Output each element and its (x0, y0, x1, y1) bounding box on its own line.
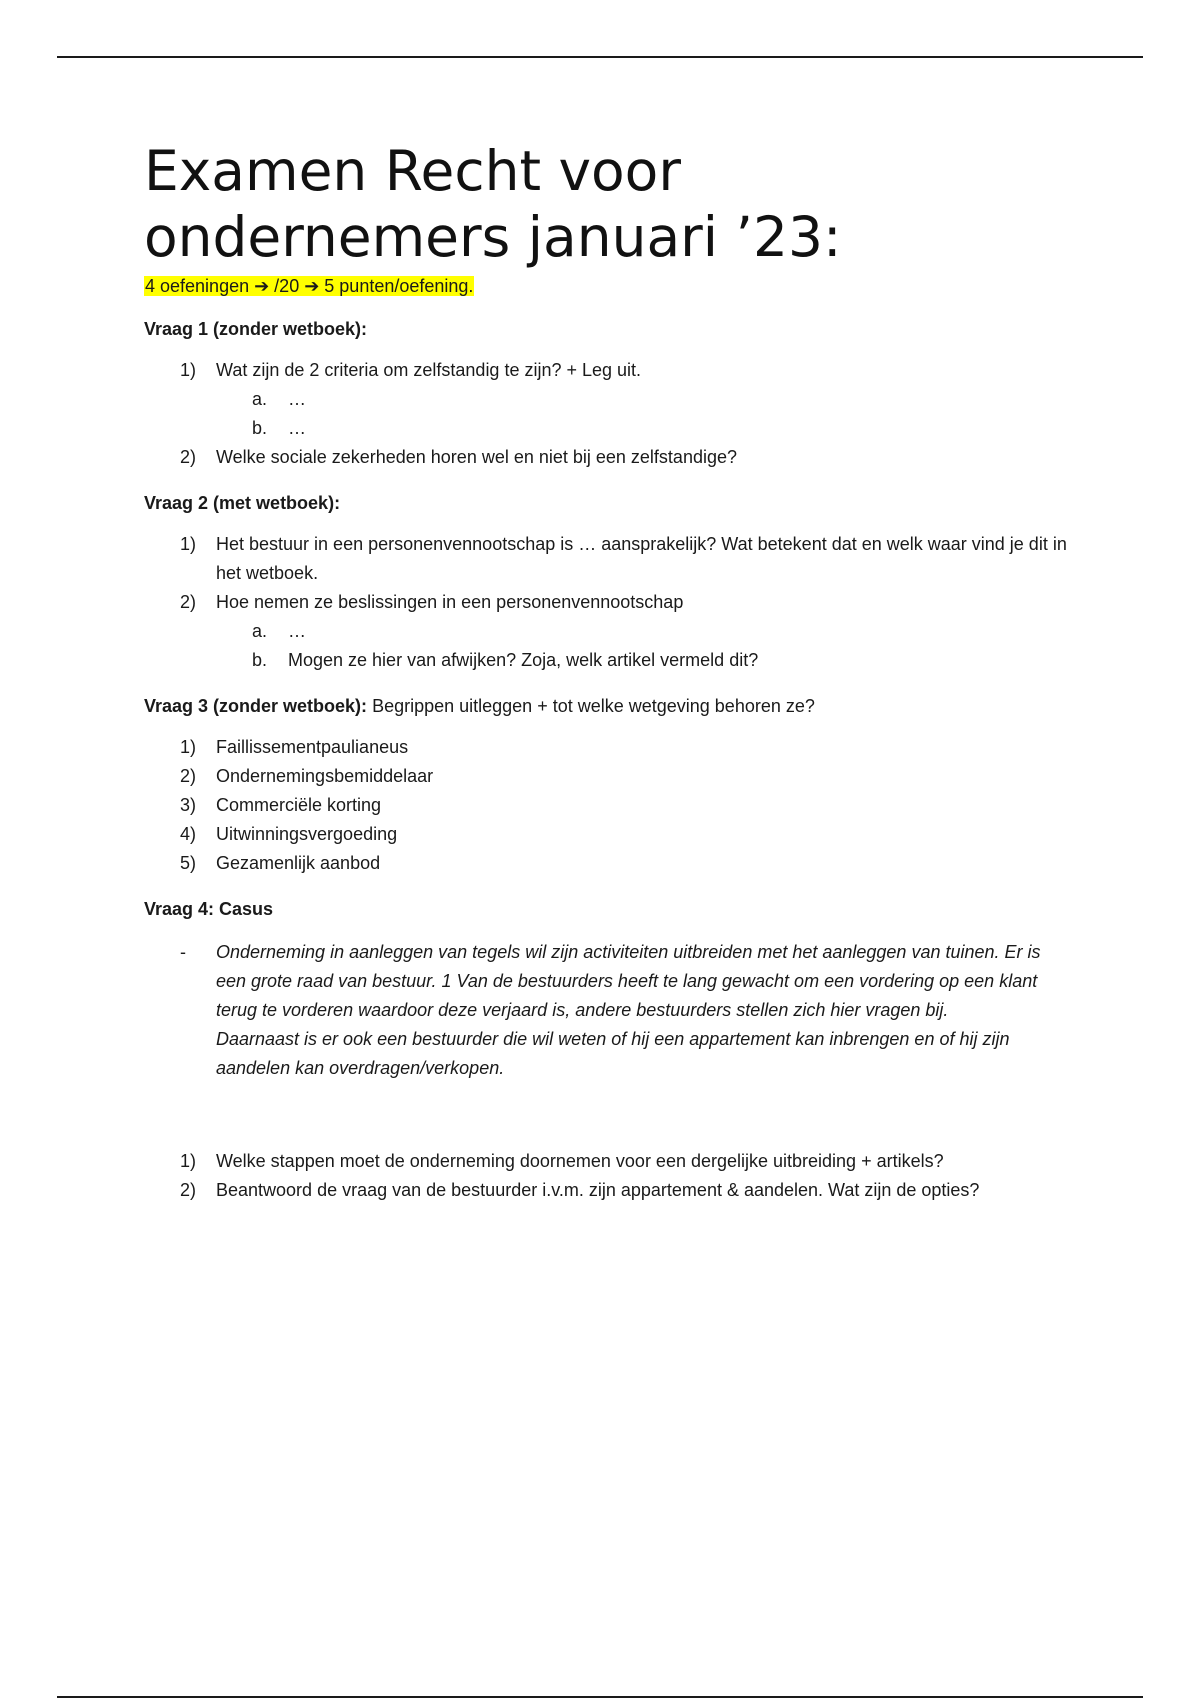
list-item: 2) Hoe nemen ze beslissingen in een personenvennootschap (180, 592, 684, 612)
list-item: 3) Commerciële korting (180, 795, 382, 815)
scoring-note (144, 274, 1074, 298)
casus-paragraph-1: Onderneming in aanleggen van tegels wil zijn activiteiten uitbreiden met het aanleggen van tuinen. Er is een grote raad van bestuur. 1 Van de bestuurders heeft te lang gewacht om een vordering op een klant terug te vorderen waardoor deze verjaard is, andere bestuurders stellen zich hier vragen bij. (216, 942, 1041, 1020)
sub-item: a. … (252, 621, 306, 641)
casus-text: - Onderneming in aanleggen van tegels wil zijn activiteiten uitbreiden met het aanleggen van tuinen. Er is een grote raad van bestuur. 1 Van de bestuurders heeft te lang gewacht om een vordering op een klant terug te vorderen waardoor deze verjaard is, andere bestuurders stellen zich hier vragen bij. Daarnaast is er ook een bestuurder die wil weten of hij een appartement kan inbrengen en of hij zijn aandelen kan overdragen/verkopen. (144, 938, 1074, 1083)
document-body (144, 138, 1074, 1205)
list-item: 1) Wat zijn de 2 criteria om zelfstandig te zijn? + Leg uit. (180, 360, 642, 380)
question-1-list-cont (144, 443, 1074, 472)
question-2-heading: Vraag 2 (met wetboek): (144, 493, 341, 513)
list-item: 2) Welke sociale zekerheden horen wel en niet bij een zelfstandige? (180, 447, 737, 467)
question-3-list (144, 733, 1074, 878)
list-item: 1) Faillissementpaulianeus (180, 737, 409, 757)
sub-item: b. … (252, 418, 306, 438)
list-item: 4) Uitwinningsvergoeding (180, 824, 398, 844)
question-2-list (144, 530, 1074, 617)
document-title (144, 138, 1074, 270)
highlighted-scoring: 4 oefeningen ➔ /20 ➔ 5 punten/oefening. (145, 276, 474, 296)
sub-item: b. Mogen ze hier van afwijken? Zoja, welk artikel vermeld dit? (252, 650, 759, 670)
top-rule (57, 56, 1143, 58)
title-line-1: Examen Recht voor (144, 139, 681, 203)
question-1-heading: Vraag 1 (zonder wetboek): (144, 319, 368, 339)
list-item: 5) Gezamenlijk aanbod (180, 853, 381, 873)
question-4-list (144, 1147, 1074, 1205)
question-3-heading: Vraag 3 (zonder wetboek): Begrippen uitleggen + tot welke wetgeving behoren ze? (144, 696, 815, 716)
question-4-heading: Vraag 4: Casus (144, 899, 274, 919)
list-item: 1) Het bestuur in een personenvennootschap is … aansprakelijk? Wat betekent dat en welk waar vind je dit in het wetboek. (180, 534, 1067, 583)
list-item: 1) Welke stappen moet de onderneming doornemen voor een dergelijke uitbreiding + artikels? (180, 1151, 944, 1171)
list-item: 2) Ondernemingsbemiddelaar (180, 766, 434, 786)
question-1-sublist (144, 385, 1074, 443)
question-1-list (144, 356, 1074, 385)
bottom-rule (57, 1696, 1143, 1698)
title-line-2: ondernemers januari ’23: (144, 205, 842, 269)
list-item: 2) Beantwoord de vraag van de bestuurder i.v.m. zijn appartement & aandelen. Wat zijn de opties? (180, 1180, 980, 1200)
sub-item: a. … (252, 389, 306, 409)
casus-paragraph-2: Daarnaast is er ook een bestuurder die wil weten of hij een appartement kan inbrengen en of hij zijn aandelen kan overdragen/verkopen. (216, 1029, 1010, 1078)
question-2-sublist (144, 617, 1074, 675)
